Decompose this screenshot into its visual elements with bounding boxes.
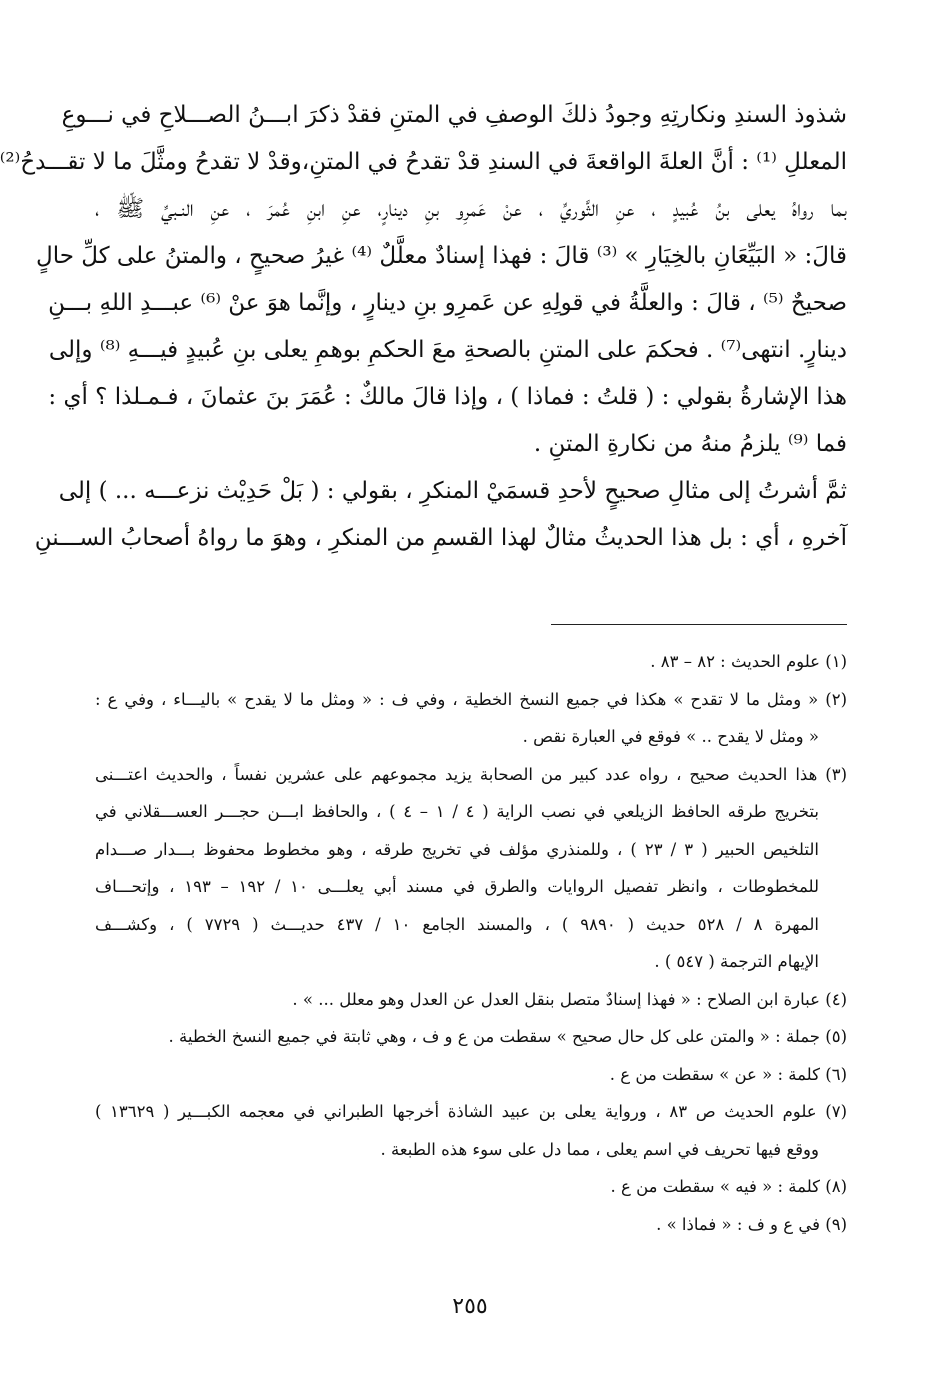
page-number: ٢٥٥: [452, 1294, 488, 1319]
footnote-line: (١) علوم الحديث : ٨٢ – ٨٣ .: [650, 652, 847, 671]
footnote-line: (٤) عبارة ابن الصلاح : « فهذا إسنادٌ متصل بنقل العدل عن العدل وهو معلل ... » .: [292, 989, 847, 1009]
footnote-line: (٧) علوم الحديث ص ٨٣ ، ورواية يعلى بن عبيد الشاذة أخرجها الطبراني في معجمه الكبـــير ( ١٣٦٢٩ ): [95, 1102, 847, 1121]
body-line: بما رواهُ يعلى بنُ عُبيدٍ ، عنِ الثَّوريِّ ، عنْ عَمرِو بنِ دينارٍ، عنِ ابنِ عُمرَ ، عنِ النـبيِّ ﷺ ،: [95, 196, 847, 222]
body-line: فما ⁽⁹⁾ يلزمُ منهُ من نكارةِ المتنِ .: [533, 431, 847, 457]
body-line: المعللِ ⁽¹⁾ : أنَّ العلةَ الواقعةَ في السندِ قدْ تقدحُ في المتنِ،وقدْ لا تقدحُ ومثَّلَ ما لا تقـــدحُ⁽²⁾: [0, 149, 847, 175]
footnote-4: [95, 981, 847, 1019]
body-line: دينارٍ. انتهى⁽⁷⁾ . فحكمَ على المتنِ بالصحةِ معَ الحكمِ بوهمِ يعلى بنِ عُبيدٍ فيـــهِ ⁽⁸⁾ وإلى: [48, 337, 847, 363]
footnote-divider: [551, 624, 847, 625]
footnote-9: [95, 1206, 847, 1244]
main-text: [0, 92, 847, 562]
footnote-line: (٥) جملة : « والمتن على كل حال صحيح » سقطت من ع و ف ، وهي ثابتة في جميع النسخ الخطية .: [168, 1027, 847, 1046]
footnote-2: [95, 681, 847, 756]
footnote-line: ووقع فيها تحريف في اسم يعلى ، مما دل على سوء هذه الطبعة .: [380, 1139, 819, 1159]
body-line: شذوذ السندِ ونكارتِهِ وجودُ ذلكَ الوصفِ في المتنِ فقدْ ذكرَ ابـــنُ الصـــلاحِ في نـــوعِ: [61, 102, 847, 128]
footnote-5: [95, 1018, 847, 1056]
footnotes-section: [95, 643, 847, 1243]
footnote-line: « ومثل لا يقدح .. » فوقع في العبارة نقص .: [522, 727, 819, 746]
footnote-line: المهرة ٨ / ٥٢٨ حديث ( ٩٨٩٠ ) ، والمسند الجامع ١٠ / ٤٣٧ حديـــث ( ٧٧٢٩ ) ، وكشـــف: [95, 914, 819, 934]
footnote-7: [95, 1093, 847, 1168]
footnote-line: (٢) « ومثل ما لا تقدح » هكذا في جميع النسخ الخطية ، وفي ف : « ومثل ما لا يقدح » باليـــاء ، وفي ع :: [95, 689, 847, 709]
footnote-line: للمخطوطات ، وانظر تفصيل الروايات والطرق في مسند أبي يعلـــى ١٠ / ١٩٢ – ١٩٣ ، وإتحـــاف: [95, 877, 819, 896]
footnote-3: [95, 756, 847, 981]
footnote-line: التلخيص الحبير ( ٣ / ٢٣ ) ، وللمنذري مؤلف في تخريج طرقه ، وهو مخطوط محفوظ بـــدار صـــدام: [95, 839, 819, 859]
footnote-8: [95, 1168, 847, 1206]
footnote-line: بتخريج طرقه الحافظ الزيلعي في نصب الراية ( ٤ / ١ – ٤ ) ، والحافظ ابـــن حجـــر العســـقلاني في: [95, 802, 819, 821]
footnote-line: (٦) كلمة : « عن » سقطت من ع .: [609, 1064, 847, 1084]
body-line: صحيحٌ ⁽⁵⁾ ، قالَ : والعلَّةُ في قولِهِ عن عَمرِو بنِ دينارٍ ، وإنَّما هوَ عنْ ⁽⁶⁾ عبـــدِ اللهِ بـــنِ: [48, 290, 847, 316]
footnote-6: [95, 1056, 847, 1094]
footnote-1: [95, 643, 847, 681]
footnote-line: الإيهام الترجمة ( ٥٤٧ ) .: [654, 952, 819, 971]
body-line: قالَ: « البَيِّعَانِ بالخِيَارِ » ⁽³⁾ قالَ : فهذا إسنادٌ معلَّلٌ ⁽⁴⁾ غيرُ صحيحٍ ، والمتنُ على كلِّ حالٍ: [35, 243, 847, 269]
body-line: آخرهِ ، أي : بل هذا الحديثُ مثالٌ لهذا القسمِ من المنكرِ ، وهوَ ما رواهُ أصحابُ الســـننِ: [34, 525, 847, 551]
body-line: ثمَّ أشرتُ إلى مثالِ صحيحٍ لأحدِ قسمَيْ المنكرِ ، بقولي : ( بَلْ حَدِيْث نزعـــه ... ) إلى: [58, 478, 847, 504]
footnote-line: (٨) كلمة : « فيه » سقطت من ع .: [610, 1177, 847, 1196]
footnote-line: (٩) في ع و ف : « فماذا » .: [656, 1214, 847, 1234]
body-line: هذا الإشارةُ بقولي : ( قلتُ : فماذا ) ، وإذا قالَ مالكٌ : عُمَرَ بنَ عثمانَ ، فـمـلذا ؟ أي :: [48, 384, 847, 410]
footnote-line: (٣) هذا الحديث صحيح ، رواه عدد كبير من الصحابة يزيد مجموعهم على عشرين نفساً ، والحديث اعتـــنى: [95, 764, 847, 784]
